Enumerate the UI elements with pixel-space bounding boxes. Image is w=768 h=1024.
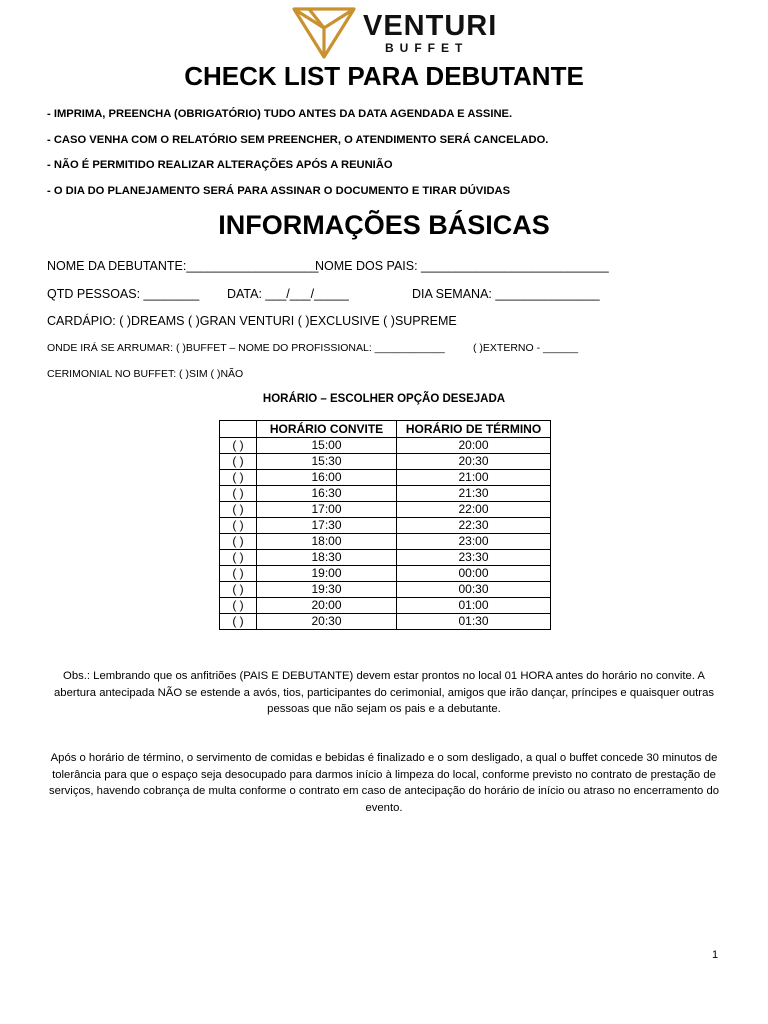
- page-number: 1: [712, 949, 719, 961]
- horario-convite-cell: 18:30: [257, 550, 397, 566]
- venturi-logo: [291, 6, 498, 60]
- data-field[interactable]: DATA: ___/___/_____: [227, 287, 349, 301]
- horario-termino-cell: 23:30: [397, 550, 551, 566]
- cardapio-options[interactable]: CARDÁPIO: ( )DREAMS ( )GRAN VENTURI ( )EXCLUSIVE ( )SUPREME: [47, 314, 457, 328]
- row-checkbox[interactable]: ( ): [220, 550, 257, 566]
- table-row: [220, 486, 551, 502]
- horario-termino-cell: 23:00: [397, 534, 551, 550]
- horario-convite-cell: 20:30: [257, 614, 397, 630]
- row-checkbox[interactable]: ( ): [220, 438, 257, 454]
- table-row: [220, 454, 551, 470]
- horario-termino-cell: 21:00: [397, 470, 551, 486]
- note-line: - O DIA DO PLANEJAMENTO SERÁ PARA ASSINAR O DOCUMENTO E TIRAR DÚVIDAS: [47, 185, 511, 197]
- table-row: [220, 470, 551, 486]
- horario-termino-cell: 01:00: [397, 598, 551, 614]
- horario-termino-cell: 20:30: [397, 454, 551, 470]
- horario-convite-cell: 16:30: [257, 486, 397, 502]
- table-row: [220, 582, 551, 598]
- logo-sub-text: BUFFET: [385, 41, 469, 55]
- row-checkbox[interactable]: ( ): [220, 502, 257, 518]
- row-checkbox[interactable]: ( ): [220, 454, 257, 470]
- horario-termino-cell: 21:30: [397, 486, 551, 502]
- row-checkbox[interactable]: ( ): [220, 566, 257, 582]
- row-checkbox[interactable]: ( ): [220, 518, 257, 534]
- onde-arrumar-field[interactable]: ONDE IRÁ SE ARRUMAR: ( )BUFFET – NOME DO PROFISSIONAL: ____________: [47, 342, 445, 354]
- horario-termino-cell: 20:00: [397, 438, 551, 454]
- table-row: [220, 502, 551, 518]
- row-checkbox[interactable]: ( ): [220, 470, 257, 486]
- table-row: [220, 614, 551, 630]
- header-checkbox-col: [220, 421, 257, 438]
- horario-termino-cell: 00:30: [397, 582, 551, 598]
- horario-termino-cell: 01:30: [397, 614, 551, 630]
- row-checkbox[interactable]: ( ): [220, 614, 257, 630]
- horario-convite-cell: 17:30: [257, 518, 397, 534]
- horario-convite-cell: 15:00: [257, 438, 397, 454]
- row-checkbox[interactable]: ( ): [220, 486, 257, 502]
- horario-title: HORÁRIO – ESCOLHER OPÇÃO DESEJADA: [262, 393, 506, 405]
- horario-convite-cell: 19:00: [257, 566, 397, 582]
- nome-debutante-field[interactable]: NOME DA DEBUTANTE:___________________: [47, 259, 319, 273]
- horario-convite-cell: 20:00: [257, 598, 397, 614]
- note-line: - IMPRIMA, PREENCHA (OBRIGATÓRIO) TUDO ANTES DA DATA AGENDADA E ASSINE.: [47, 108, 513, 120]
- table-row: [220, 534, 551, 550]
- obs-paragraph: Obs.: Lembrando que os anfitriões (PAIS E DEBUTANTE) devem estar prontos no local 01 HORA antes do horário no convite. A abertura antecipada NÃO se estende a avós, tios, participantes do cerimonial, amigos que irão dançar, príncipes e quaisquer outras pessoas que não sejam os pais e a debutante.: [54, 670, 714, 716]
- row-checkbox[interactable]: ( ): [220, 582, 257, 598]
- horario-convite-cell: 18:00: [257, 534, 397, 550]
- qtd-pessoas-field[interactable]: QTD PESSOAS: ________: [47, 287, 200, 301]
- table-row: [220, 550, 551, 566]
- logo-brand-text: VENTURI: [363, 10, 498, 42]
- nome-pais-field[interactable]: NOME DOS PAIS: ___________________________: [315, 259, 609, 273]
- horario-termino-cell: 00:00: [397, 566, 551, 582]
- venturi-logo-icon: [291, 6, 357, 60]
- apos-paragraph: Após o horário de término, o servimento de comidas e bebidas é finalizado e o som desligado, a qual o buffet concede 30 minutos de tolerância para que o espaço seja desocupado para darmos início à limpeza do local, conforme previsto no contrato de prestação de serviços, havendo cobrança de multa conforme o contrato em caso de antecipação do horário de início ou atraso no encerramento do evento.: [48, 752, 720, 815]
- horario-convite-cell: 17:00: [257, 502, 397, 518]
- table-row: [220, 598, 551, 614]
- section-title: INFORMAÇÕES BÁSICAS: [218, 210, 550, 240]
- horario-termino-cell: 22:00: [397, 502, 551, 518]
- horario-termino-cell: 22:30: [397, 518, 551, 534]
- table-row: [220, 566, 551, 582]
- horario-table: [219, 420, 551, 630]
- horario-convite-cell: 19:30: [257, 582, 397, 598]
- page-title: CHECK LIST PARA DEBUTANTE: [184, 61, 584, 91]
- row-checkbox[interactable]: ( ): [220, 598, 257, 614]
- table-row: [220, 518, 551, 534]
- cerimonial-options[interactable]: CERIMONIAL NO BUFFET: ( )SIM ( )NÃO: [47, 368, 244, 380]
- note-line: - NÃO É PERMITIDO REALIZAR ALTERAÇÕES APÓS A REUNIÃO: [47, 159, 393, 171]
- table-row: [220, 438, 551, 454]
- note-line: - CASO VENHA COM O RELATÓRIO SEM PREENCHER, O ATENDIMENTO SERÁ CANCELADO.: [47, 134, 549, 146]
- externo-field[interactable]: ( )EXTERNO - ______: [473, 342, 579, 354]
- horario-convite-cell: 16:00: [257, 470, 397, 486]
- row-checkbox[interactable]: ( ): [220, 534, 257, 550]
- horario-convite-cell: 15:30: [257, 454, 397, 470]
- horario-header-row: [220, 421, 551, 438]
- header-convite: HORÁRIO CONVITE: [257, 421, 397, 438]
- dia-semana-field[interactable]: DIA SEMANA: _______________: [412, 287, 600, 301]
- header-termino: HORÁRIO DE TÉRMINO: [397, 421, 551, 438]
